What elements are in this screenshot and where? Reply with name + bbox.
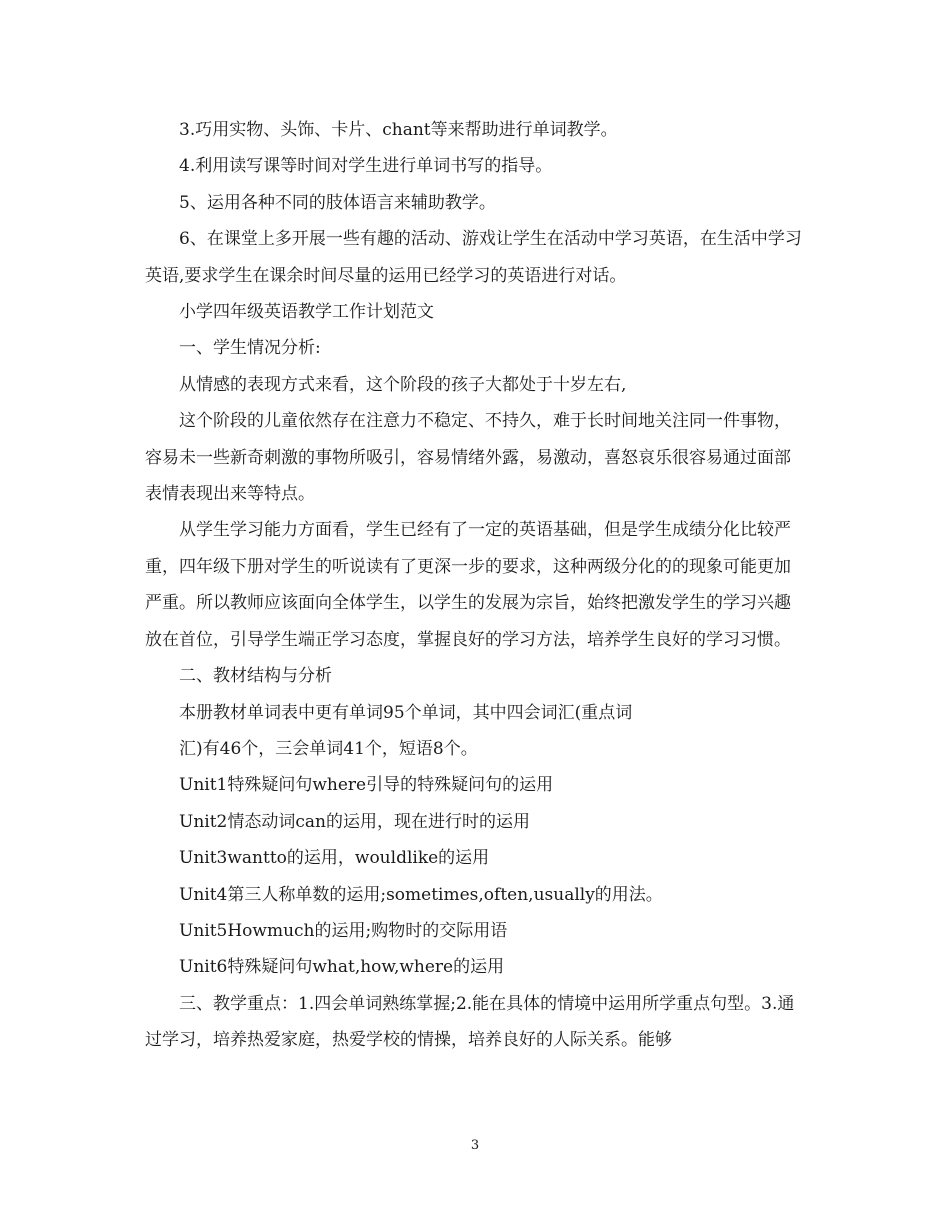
- heading-textbook-structure: 二、教材结构与分析: [179, 666, 332, 687]
- paragraph-word-count-2: 汇)有46个，三会单词41个，短语8个。: [179, 738, 478, 759]
- unit-5-item: Unit5Howmuch的运用;购物时的交际用语: [179, 920, 508, 941]
- paragraph-word-count-1: 本册教材单词表中更有单词95个单词，其中四会词汇(重点词: [179, 702, 633, 723]
- paragraph-vocab-tip-6: 6、在课堂上多开展一些有趣的活动、游戏让学生在活动中学习英语，在生活中学习英语,要求学生在课余时间尽量的运用已经学习的英语进行对话。: [145, 229, 802, 286]
- paragraph-ability: 从学生学习能力方面看，学生已经有了一定的英语基础，但是学生成绩分化比较严重，四年级下册对学生的听说读有了更深一步的要求，这种两级分化的的现象可能更加严重。所以教师应该面向全体学生，以学生的发展为宗旨，始终把激发学生的学习兴趣放在首位，引导学生端正学习态度，掌握良好的学习方法，培养学生良好的学习习惯。: [145, 520, 791, 650]
- unit-4-item: Unit4第三人称单数的运用;sometimes,often,usually的用法。: [179, 884, 663, 905]
- unit-1-item: Unit1特殊疑问句where引导的特殊疑问句的运用: [179, 775, 554, 796]
- unit-6-item: Unit6特殊疑问句what,how,where的运用: [179, 957, 505, 978]
- paragraph-teaching-focus: 三、教学重点：1.四会单词熟练掌握;2.能在具体的情境中运用所学重点句型。3.通过学习，培养热爱家庭，热爱学校的情操，培养良好的人际关系。能够: [145, 993, 795, 1051]
- page-number: 3: [470, 1138, 480, 1153]
- heading-student-analysis: 一、学生情况分析:: [179, 338, 321, 359]
- paragraph-vocab-tip-3: 3.巧用实物、头饰、卡片、chant等来帮助进行单词教学。: [179, 120, 618, 140]
- paragraph-emotion: 从情感的表现方式来看，这个阶段的孩子大都处于十岁左右,: [179, 374, 627, 395]
- paragraph-vocab-tip-5: 5、运用各种不同的肢体语言来辅助教学。: [179, 192, 496, 213]
- paragraph-vocab-tip-4: 4.利用读写课等时间对学生进行单词书写的指导。: [179, 156, 553, 177]
- unit-2-item: Unit2情态动词can的运用，现在进行时的运用: [179, 811, 530, 832]
- unit-3-item: Unit3wantto的运用，wouldlike的运用: [179, 848, 490, 869]
- document-body: [145, 112, 805, 1059]
- paragraph-attention: 这个阶段的儿童依然存在注意力不稳定、不持久，难于长时间地关注同一件事物，容易未一些新奇刺激的事物所吸引，容易情绪外露，易激动，喜怒哀乐很容易通过面部表情表现出来等特点。: [145, 411, 791, 505]
- section-title: 小学四年级英语教学工作计划范文: [179, 302, 434, 323]
